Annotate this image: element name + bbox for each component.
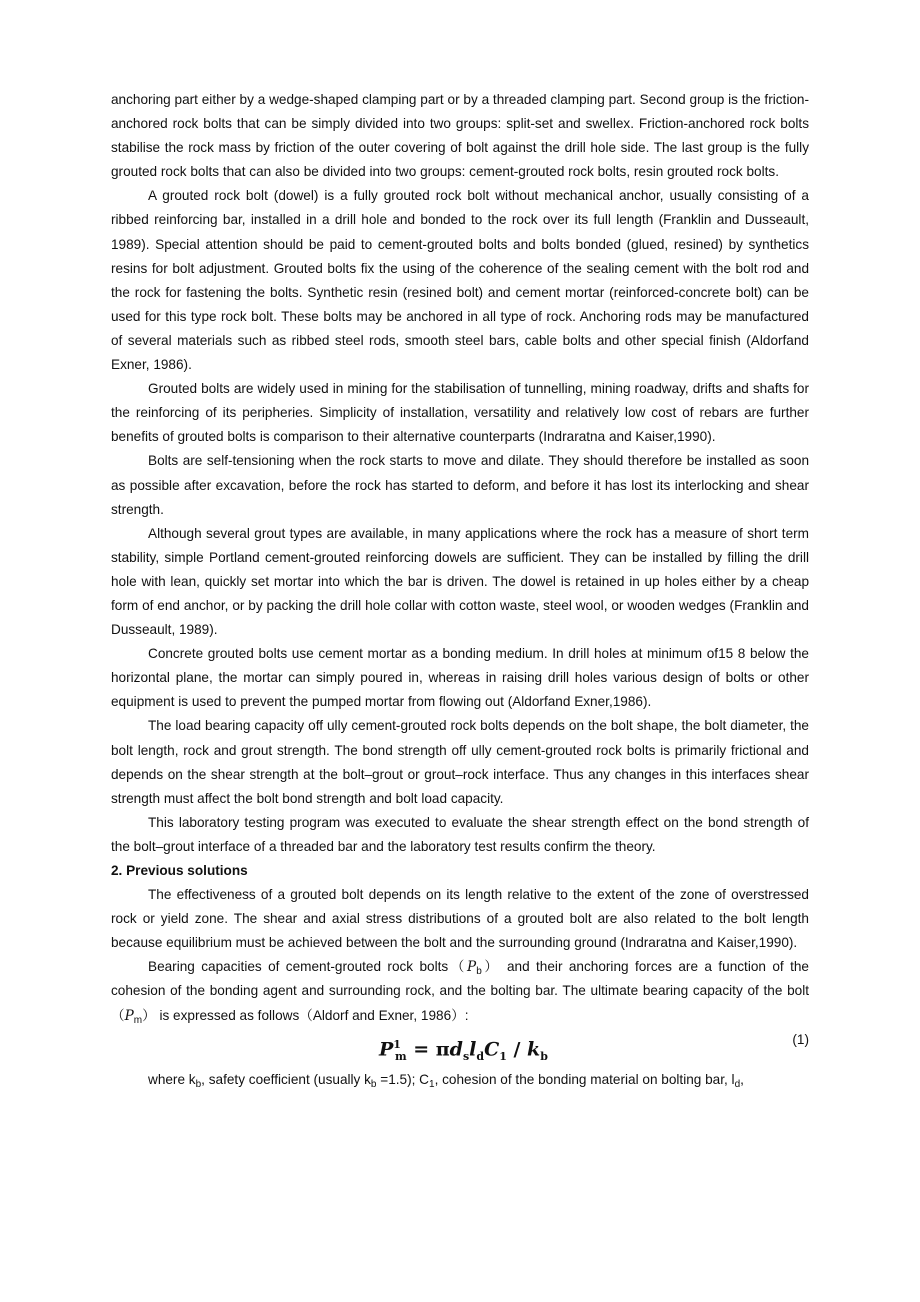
math-subscript: m <box>133 1014 143 1026</box>
eq-superscript: 1 <box>393 1037 401 1051</box>
paragraph-concrete-grouted-bolts: Concrete grouted bolts use cement mortar as a bonding medium. In drill holes at minimum of15 8 below the horizontal plane, the mortar can simply poured in, whereas in raising drill holes various design of bolts or other equipment is used to prevent the pumped mortar from flowing out (Aldorfand Exner,1986). <box>111 646 809 710</box>
eq-symbol: d <box>449 1037 463 1060</box>
paragraph-bearing-capacities <box>111 955 809 1027</box>
text-run: , cohesion of the bonding material on bolting bar, l <box>434 1071 735 1087</box>
math-subscript: b <box>476 966 482 978</box>
text-run: , <box>740 1071 744 1087</box>
math-symbol-p: P <box>467 959 477 976</box>
equation-block <box>111 1028 809 1068</box>
paragraph-grout-types: Although several grout types are available, in many applications where the rock has a measure of short term stability, simple Portland cement-grouted reinforcing dowels are sufficient. They can be installed by filling the drill hole with lean, quickly set mortar into which the bar is driven. The dowel is retained in up holes either by a cheap form of end anchor, or by packing the drill hole collar with cotton waste, steel wool, or wooden wedges (Franklin and Dusseault, 1989). <box>111 525 809 638</box>
text-run: =1.5); C <box>376 1071 429 1087</box>
text-subscript: d <box>734 1078 741 1090</box>
eq-operator: / <box>506 1037 528 1060</box>
eq-subscript: d <box>476 1049 485 1063</box>
text-run: ） and their anchoring forces are a function of the cohesion of the bonding agent and surrounding rock, and the bolting bar. The ultimate bearing capacity of the bolt （ <box>111 959 809 1023</box>
text-run: where k <box>148 1071 196 1087</box>
paragraph-rock-bolt-groups: anchoring part either by a wedge-shaped clamping part or by a threaded clamping part. Second group is the friction-anchored rock bolts that can be simply divided into two groups: split-set and swellex. Friction-anchored rock bolts stabilise the rock mass by friction of the outer covering of bolt against the drill hole side. The last group is the fully grouted rock bolts that can also be divided into two groups: cement-grouted rock bolts, resin grouted rock bolts. <box>111 92 809 180</box>
eq-subscript: m <box>394 1049 407 1063</box>
eq-subscript: b <box>540 1049 548 1063</box>
document-page <box>111 88 809 1092</box>
text-subscript: b <box>195 1078 202 1090</box>
eq-symbol: P <box>379 1037 394 1060</box>
paragraph-grouted-bolts-mining: Grouted bolts are widely used in mining for the stabilisation of tunnelling, mining roadway, drifts and shafts for the reinforcing of its peripheries. Simplicity of installation, versatility and relatively low cost of rebars are further benefits of grouted bolts is comparison to their alternative counterparts (Indraratna and Kaiser,1990). <box>111 381 809 445</box>
text-run: ） is expressed as follows（Aldorf and Exner, 1986）: <box>142 1007 469 1023</box>
math-symbol-p: P <box>124 1007 134 1024</box>
paragraph-load-bearing-capacity: The load bearing capacity off ully cement-grouted rock bolts depends on the bolt shape, the bolt diameter, the bolt length, rock and grout strength. The bond strength off ully cement-grouted rock bolts is primarily frictional and depends on the shear strength at the bolt–grout or grout–rock interface. Thus any changes in this interfaces shear strength must affect the bolt bond strength and bolt load capacity. <box>111 718 809 806</box>
text-subscript: b <box>370 1078 377 1090</box>
eq-symbol: C <box>484 1037 500 1060</box>
equation-ultimate-bearing-capacity <box>379 1028 548 1074</box>
eq-symbol: l <box>469 1037 477 1060</box>
paragraph-effectiveness: The effectiveness of a grouted bolt depends on its length relative to the extent of the zone of overstressed rock or yield zone. The shear and axial stress distributions of a grouted bolt are also related to the bolt length because equilibrium must be achieved between the bolt and the surrounding ground (Indraratna and Kaiser,1990). <box>111 887 809 951</box>
paragraph-self-tensioning: Bolts are self-tensioning when the rock starts to move and dilate. They should therefore be installed as soon as possible after excavation, before the rock has started to deform, and before it has lost its interlocking and shear strength. <box>111 453 809 517</box>
eq-subscript: 1 <box>499 1049 507 1063</box>
equation-number: (1) <box>792 1031 809 1047</box>
eq-operator: = π <box>406 1037 450 1060</box>
section-heading-previous-solutions: 2. Previous solutions <box>111 863 248 878</box>
paragraph-grouted-rock-bolt: A grouted rock bolt (dowel) is a fully grouted rock bolt without mechanical anchor, usually consisting of a ribbed reinforcing bar, installed in a drill hole and bonded to the rock over its full length (Franklin and Dusseault, 1989). Special attention should be paid to cement-grouted bolts and bolts bonded (glued, resined) by synthetics resins for bolt adjustment. Grouted bolts fix the using of the coherence of the sealing cement with the bolt rod and the rock for fastening the bolts. Synthetic resin (resined bolt) and cement mortar (reinforced-concrete bolt) can be used for this type rock bolt. These bolts may be anchored in all type of rock. Anchoring rods may be manufactured of several materials such as ribbed steel rods, smooth steel bars, cable bolts and other special finish (Aldorfand Exner, 1986). <box>111 188 809 373</box>
text-run: , safety coefficient (usually k <box>201 1071 371 1087</box>
eq-subscript: s <box>462 1049 470 1063</box>
eq-symbol: k <box>527 1037 541 1060</box>
paragraph-testing-program: This laboratory testing program was executed to evaluate the shear strength effect on the bond strength of the bolt–grout interface of a threaded bar and the laboratory test results confirm the theory. <box>111 814 809 854</box>
text-run: Bearing capacities of cement-grouted rock bolts（ <box>148 959 468 975</box>
text-subscript: 1 <box>429 1078 435 1090</box>
